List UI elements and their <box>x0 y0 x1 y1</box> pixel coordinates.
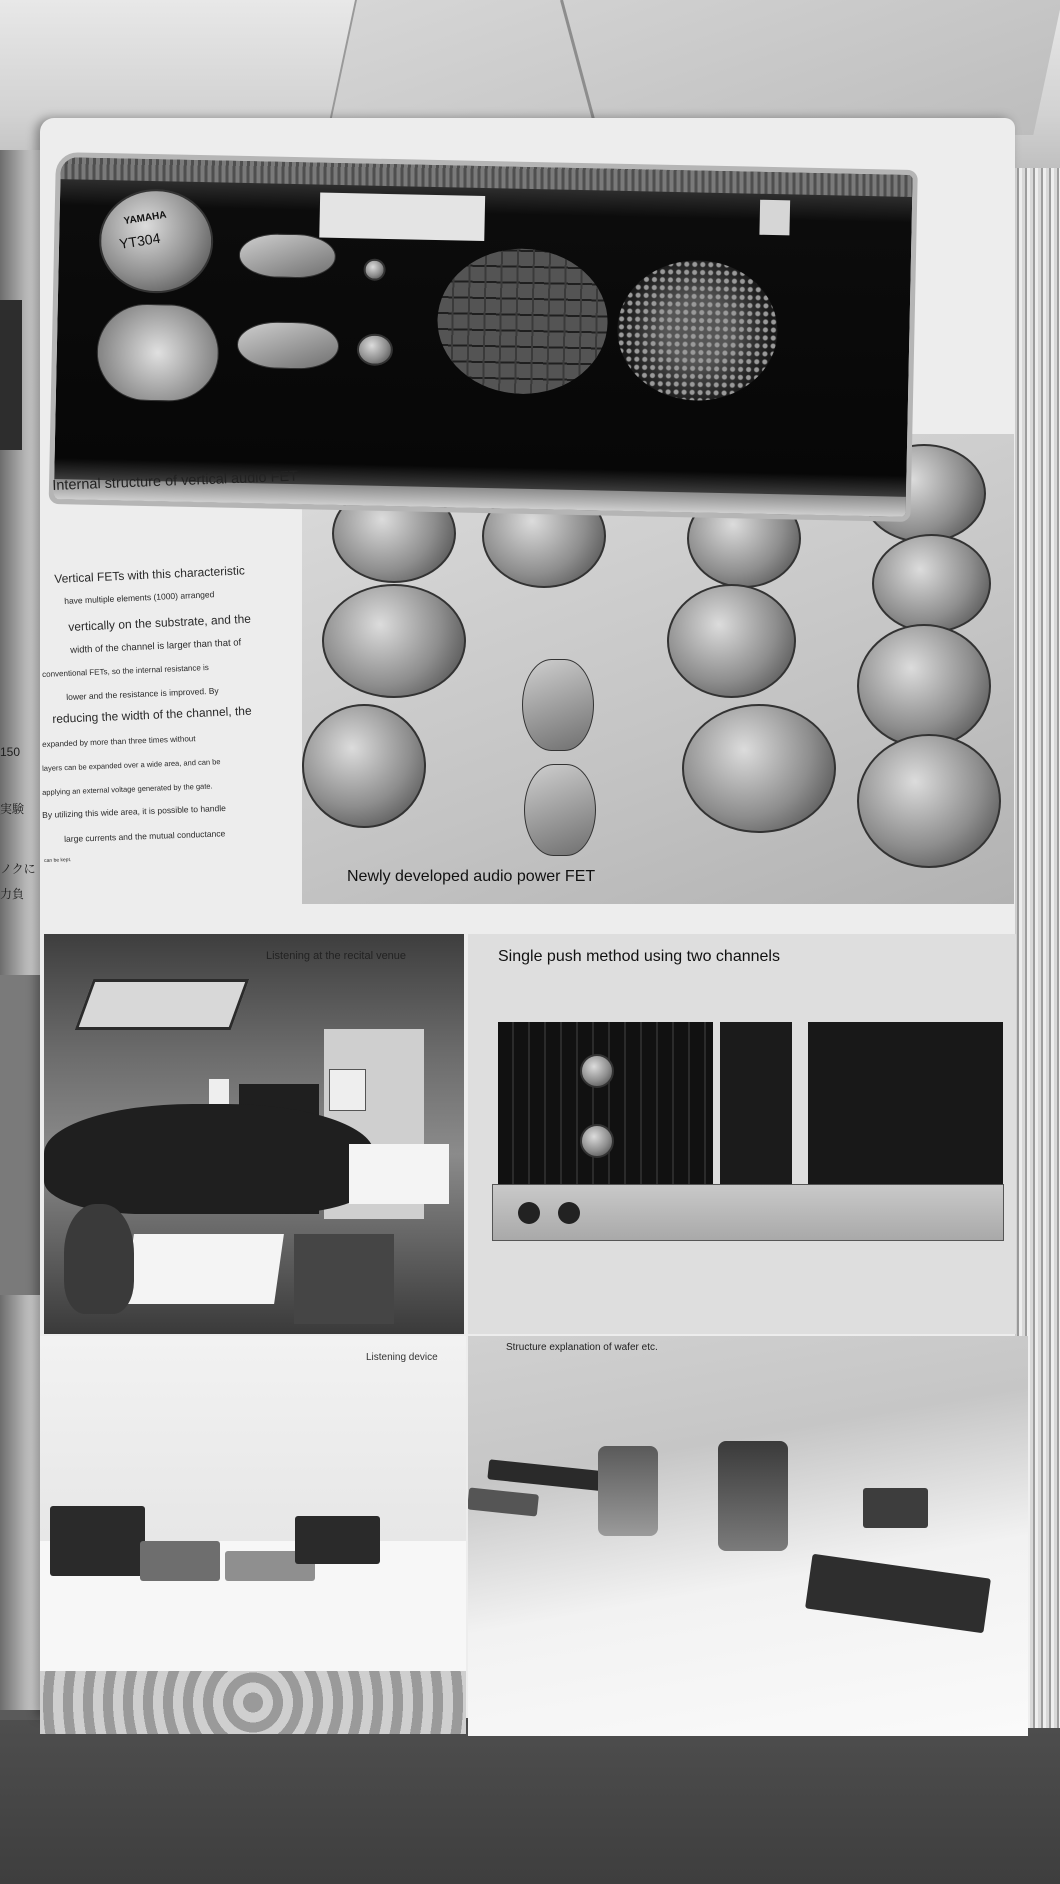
fet-can <box>302 704 426 828</box>
wall-sign <box>209 1079 229 1104</box>
patterned-carpet <box>40 1671 466 1734</box>
case-tag <box>759 200 790 236</box>
recital-venue-photo <box>44 934 464 1334</box>
wafer-grid <box>436 247 609 396</box>
body-text-line: width of the channel is larger than that of <box>70 637 242 656</box>
microscope <box>598 1446 658 1536</box>
yamaha-wafer-case-photo <box>49 152 918 522</box>
amp-knob <box>518 1202 540 1224</box>
recital-caption: Listening at the recital venue <box>266 950 407 962</box>
small-fet <box>238 233 336 279</box>
listening-device-photo <box>40 1336 466 1734</box>
wall-sign <box>329 1069 366 1111</box>
dining-table <box>124 1234 284 1304</box>
body-text-line: By utilizing this wide area, it is possible to handle <box>42 802 227 820</box>
body-text-line: expanded by more than three times without <box>42 734 196 749</box>
fet-can <box>857 624 991 748</box>
amplifier-photo <box>468 934 1016 1334</box>
body-text-line: layers can be expanded over a wide area, and can be <box>42 757 221 773</box>
left-page-fragment: ノクに <box>0 862 36 876</box>
tiny-chip <box>357 333 394 366</box>
audio-equipment <box>295 1516 380 1564</box>
fet-can <box>857 734 1001 868</box>
left-page-fragment: 力負 <box>0 887 25 901</box>
device-caption: Listening device <box>366 1352 438 1363</box>
bottom-shadow <box>0 1720 1060 1884</box>
amp-caption: Single push method using two channels <box>498 948 780 965</box>
case-label <box>319 193 485 241</box>
opened-fet <box>96 303 220 403</box>
fet-can <box>322 584 466 698</box>
tiny-chip <box>363 258 385 280</box>
ceiling-light <box>75 979 250 1030</box>
body-text-line: reducing the width of the channel, the <box>52 703 252 726</box>
audience <box>44 1104 374 1214</box>
small-fet <box>522 659 594 751</box>
display-panel <box>468 1487 539 1516</box>
can-model: YT304 <box>118 229 162 252</box>
chair-back <box>294 1234 394 1324</box>
body-text-line: Vertical FETs with this characteristic <box>54 563 246 586</box>
amp-transistor <box>580 1124 614 1158</box>
audio-equipment <box>50 1506 145 1576</box>
left-page-fragment: 150 <box>0 745 21 759</box>
internal-structure-heading: Internal structure of vertical audio FET <box>52 468 299 494</box>
amp-knob <box>558 1202 580 1224</box>
dining-table <box>349 1144 449 1204</box>
seated-person <box>64 1204 134 1314</box>
wafer-dots <box>616 259 779 402</box>
body-text-line: can be kept. <box>44 857 72 864</box>
left-page-fragment: 実験 <box>0 802 25 816</box>
paper-stack <box>326 0 1060 135</box>
fet-can <box>667 584 796 698</box>
can-brand: YAMAHA <box>123 209 168 228</box>
body-text-line: applying an external voltage generated by the gate. <box>42 781 213 797</box>
body-text-line: conventional FETs, so the internal resistance is <box>42 663 209 679</box>
fet-can <box>682 704 836 833</box>
turntable <box>140 1541 220 1581</box>
lamp-controller <box>863 1488 928 1528</box>
transformer-block <box>720 1022 792 1192</box>
amp-transistor <box>580 1054 614 1088</box>
body-text-line: have multiple elements (1000) arranged <box>64 589 215 606</box>
wafer-caption: Structure explanation of wafer etc. <box>506 1342 658 1353</box>
small-fet <box>237 321 340 370</box>
wafer-tray <box>805 1554 991 1634</box>
body-text-line: large currents and the mutual conductance <box>64 828 226 844</box>
heatsink-right <box>808 1022 1003 1192</box>
fet-can <box>872 534 991 633</box>
fet-photo-caption: Newly developed audio power FET <box>347 868 596 885</box>
body-text-line: lower and the resistance is improved. By <box>66 685 219 702</box>
left-page-gray-strip <box>0 975 40 1295</box>
small-fet <box>524 764 596 856</box>
yamaha-can <box>98 188 214 294</box>
wafer-explanation-photo <box>468 1336 1028 1736</box>
body-text-line: vertically on the substrate, and the <box>68 611 252 634</box>
processed-wafer <box>616 259 779 402</box>
microscope <box>718 1441 788 1551</box>
left-page-dark-strip <box>0 300 22 450</box>
heatsink-left <box>498 1022 713 1192</box>
silicon-wafer <box>436 247 609 396</box>
